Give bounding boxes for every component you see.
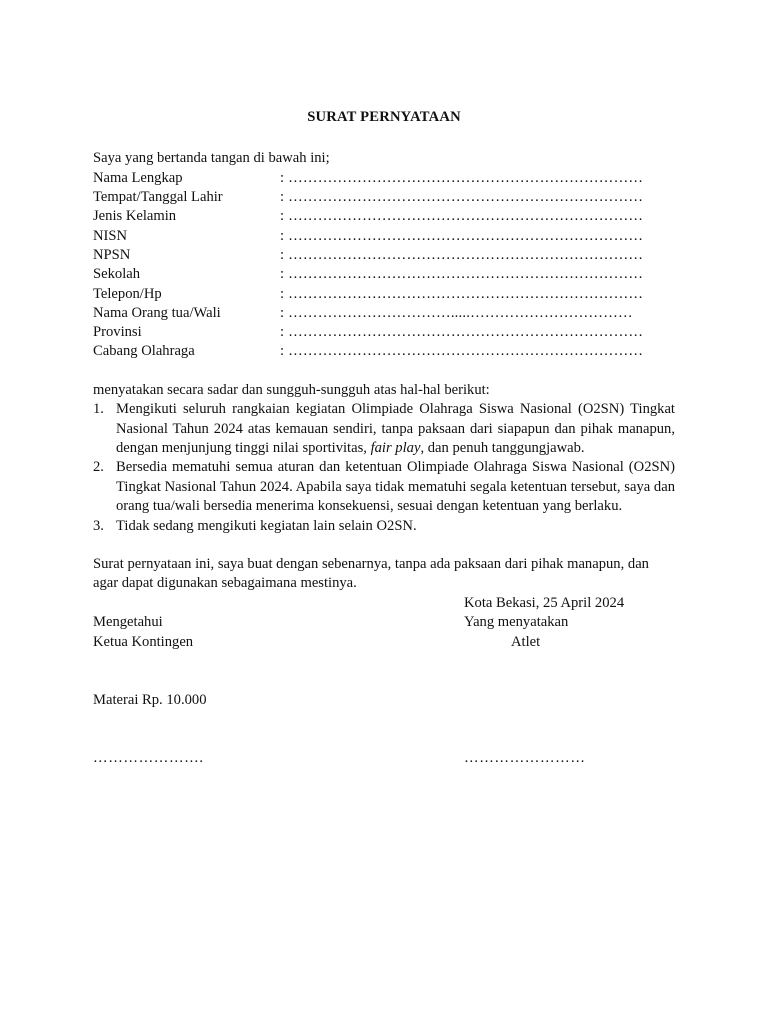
list-text: Tidak sedang mengikuti kegiatan lain selain O2SN. bbox=[116, 517, 417, 534]
document-title: SURAT PERNYATAAN bbox=[307, 109, 461, 125]
field-blank: : ……………………………………………………………… bbox=[280, 343, 644, 360]
field-blank: : …………………………….....…………………………… bbox=[280, 304, 633, 321]
field-blank: : ……………………………………………………………… bbox=[280, 189, 644, 206]
field-blank: : ……………………………………………………………… bbox=[280, 227, 644, 244]
field-row-provinsi bbox=[93, 323, 675, 342]
field-label: NPSN bbox=[93, 247, 131, 263]
field-label: NISN bbox=[93, 227, 128, 244]
list-text: Bersedia mematuhi semua aturan dan ketentuan Olimpiade Olahraga Siswa Nasional (O2SN) Tingkat Nasional Tahun 2024. Apabila saya tidak mematuhi segala ketentuan tersebut, saya dan orang tua/wali bersedia menerima konsekuensi, sesuai dengan ketentuan yang berlaku. bbox=[116, 459, 675, 515]
list-item bbox=[93, 458, 675, 516]
list-text-part: , dan penuh tanggungjawab. bbox=[420, 440, 585, 456]
field-label: Telepon/Hp bbox=[93, 285, 162, 302]
right-signature-line: …………………… bbox=[464, 749, 586, 766]
signature-left bbox=[93, 594, 207, 769]
list-number: 2. bbox=[93, 459, 104, 476]
field-label: Nama Orang tua/Wali bbox=[93, 304, 221, 321]
left-signature-line: …………………. bbox=[93, 749, 204, 766]
right-role: Atlet bbox=[511, 633, 541, 650]
field-blank: : ……………………………………………………………… bbox=[280, 266, 644, 283]
field-label: Tempat/Tanggal Lahir bbox=[93, 189, 223, 206]
field-row-nama-orang-tua bbox=[93, 304, 675, 323]
document-page bbox=[93, 108, 675, 804]
field-blank: : ……………………………………………………………… bbox=[280, 169, 644, 186]
field-label: Sekolah bbox=[93, 266, 141, 283]
field-row-tempat-tanggal-lahir bbox=[93, 188, 675, 207]
left-role: Ketua Kontingen bbox=[93, 633, 194, 650]
field-blank: : ……………………………………………………………… bbox=[280, 247, 644, 263]
list-text-italic: fair play bbox=[370, 440, 421, 456]
statement-points bbox=[93, 400, 675, 536]
signature-right bbox=[464, 594, 624, 769]
field-row-jenis-kelamin bbox=[93, 207, 675, 226]
closing-paragraph: Surat pernyataan ini, saya buat dengan sebenarnya, tanpa ada paksaan dari pihak manapun, dan agar dapat digunakan sebagaimana mestinya. bbox=[93, 556, 649, 592]
field-label: Nama Lengkap bbox=[93, 169, 183, 186]
list-item bbox=[93, 400, 675, 458]
field-label: Cabang Olahraga bbox=[93, 343, 195, 360]
list-text-part: Mengikuti seluruh rangkaian kegiatan Olimpiade Olahraga Siswa Nasional (O2SN) Tingkat Nasional Tahun 2024 atas kemauan sendiri, tanpa paksaan dari siapapun dan pihak manapun, dengan menjunjung tinggi nilai sportivitas, bbox=[116, 401, 675, 456]
field-label: Provinsi bbox=[93, 324, 142, 341]
field-blank: : ……………………………………………………………… bbox=[280, 324, 644, 341]
list-number: 1. bbox=[93, 401, 104, 418]
right-heading: Yang menyatakan bbox=[464, 614, 569, 631]
field-row-nama-lengkap bbox=[93, 169, 675, 188]
identity-fields bbox=[93, 169, 675, 362]
field-row-sekolah bbox=[93, 265, 675, 284]
field-row-telepon bbox=[93, 285, 675, 304]
list-text bbox=[116, 400, 675, 458]
left-heading: Mengetahui bbox=[93, 614, 163, 631]
list-number: 3. bbox=[93, 517, 104, 534]
place-date: Kota Bekasi, 25 April 2024 bbox=[464, 594, 625, 611]
field-blank: : ……………………………………………………………… bbox=[280, 285, 644, 302]
signature-block bbox=[93, 594, 675, 804]
field-row-npsn bbox=[93, 246, 675, 265]
list-item bbox=[93, 517, 675, 536]
field-blank: : ……………………………………………………………… bbox=[280, 208, 644, 225]
field-row-cabang-olahraga bbox=[93, 342, 675, 361]
field-row-nisn bbox=[93, 227, 675, 246]
statement-lead: menyatakan secara sadar dan sungguh-sungguh atas hal-hal berikut: bbox=[93, 381, 490, 398]
intro-text: Saya yang bertanda tangan di bawah ini; bbox=[93, 150, 330, 167]
stamp-note: Materai Rp. 10.000 bbox=[93, 691, 207, 708]
field-label: Jenis Kelamin bbox=[93, 208, 177, 225]
